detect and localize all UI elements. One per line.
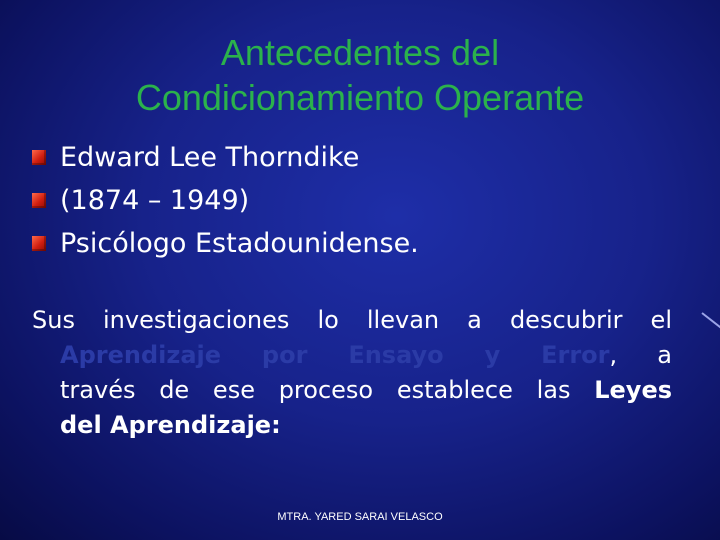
paragraph-line-4: del Aprendizaje:: [60, 411, 281, 439]
footer-text: MTRA. YARED SARAI VELASCO: [277, 511, 443, 523]
paragraph-line-2: [32, 338, 672, 373]
bullet-item: [32, 222, 419, 265]
bullet-list: [32, 136, 419, 265]
title-line-2: Condicionamiento Operante: [135, 77, 585, 118]
bullet-square-icon: [32, 236, 46, 251]
bullet-square-icon: [32, 150, 46, 165]
body-paragraph: [32, 303, 672, 443]
paragraph-text: , a: [609, 341, 673, 369]
bullet-item: [32, 136, 419, 179]
bullet-item: [32, 179, 419, 222]
bullet-text: Edward Lee Thorndike: [60, 142, 360, 173]
strong-text: Leyes: [594, 376, 673, 404]
paragraph-text: través de ese proceso establece las: [60, 376, 571, 404]
bullet-square-icon: [32, 193, 46, 208]
emphasis-text: Aprendizaje por Ensayo y Error: [60, 341, 610, 369]
paragraph-line-3: [32, 373, 672, 408]
paragraph-line-1: Sus investigaciones lo llevan a descubrir el: [32, 306, 672, 334]
slide-title: [0, 30, 720, 120]
bullet-text: (1874 – 1949): [60, 185, 250, 216]
title-line-1: Antecedentes del: [220, 32, 500, 73]
bullet-text: Psicólogo Estadounidense.: [60, 228, 419, 259]
decorative-line: [701, 312, 720, 332]
